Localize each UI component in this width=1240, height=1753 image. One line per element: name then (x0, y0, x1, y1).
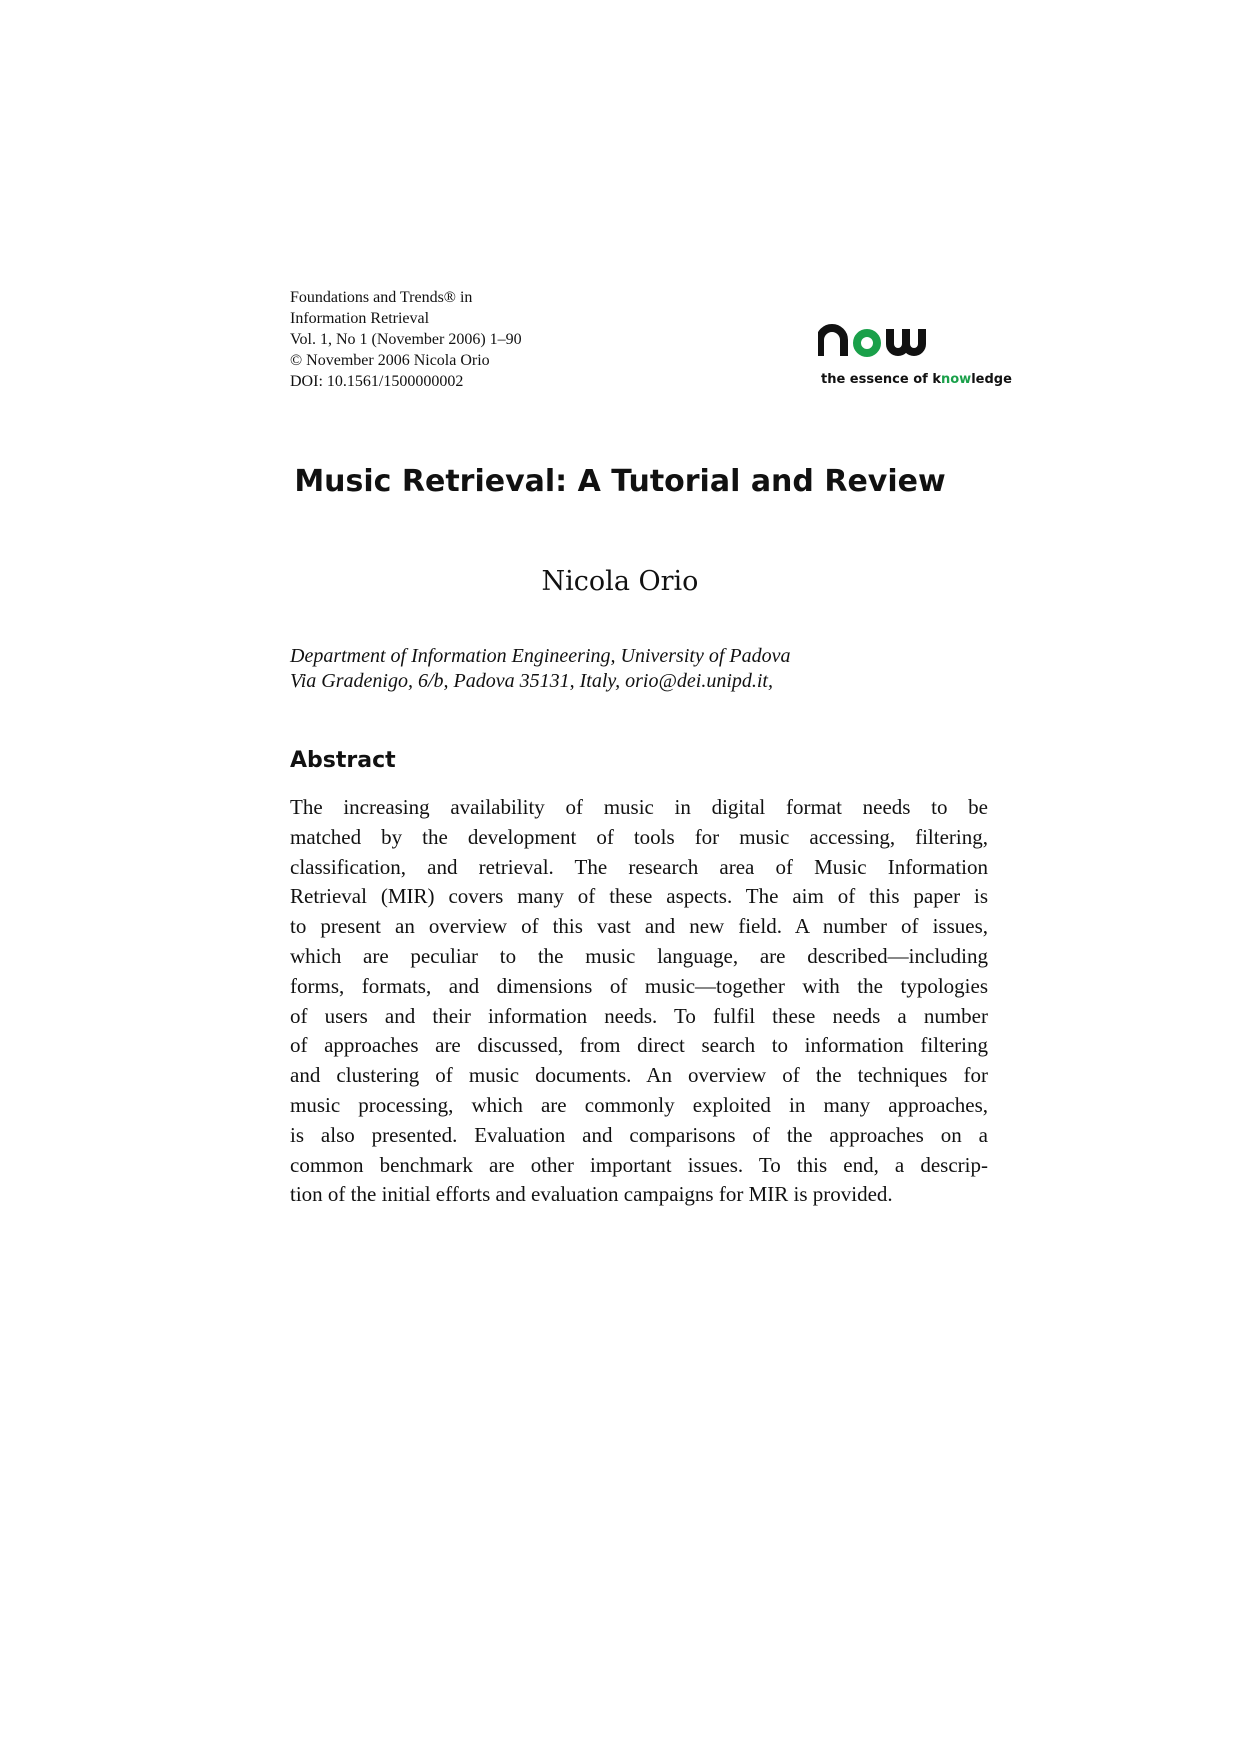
abstract-line: which are peculiar to the music language, are described—including (290, 943, 988, 968)
abstract-line: Retrieval (MIR) covers many of these aspects. The aim of this paper is (290, 884, 988, 909)
journal-volume: Vol. 1, No 1 (November 2006) 1–90 (290, 331, 522, 348)
abstract-line: of users and their information needs. To fulfil these needs a number (290, 1003, 988, 1028)
abstract-line: is also presented. Evaluation and comparisons of the approaches on a (290, 1122, 988, 1147)
affiliation-department: Department of Information Engineering, University of Padova (290, 645, 791, 667)
logo-tagline (821, 372, 1012, 387)
abstract-line: The increasing availability of music in digital format needs to be (290, 795, 988, 819)
journal-name: Information Retrieval (290, 310, 430, 327)
abstract-heading: Abstract (290, 748, 396, 773)
abstract-line: classification, and retrieval. The research area of Music Information (290, 854, 988, 879)
abstract-body (290, 793, 988, 1210)
abstract-line: common benchmark are other important issues. To this end, a descrip- (290, 1152, 988, 1177)
tagline-now-highlight: now (941, 372, 972, 387)
tagline-k: k (932, 372, 941, 387)
abstract-line: of approaches are discussed, from direct search to information filtering (290, 1033, 988, 1058)
abstract-line: tion of the initial efforts and evaluation campaigns for MIR is provided. (290, 1182, 893, 1207)
affiliation-address: Via Gradenigo, 6/b, Padova 35131, Italy, orio@dei.unipd.it, (290, 670, 773, 692)
journal-copyright: © November 2006 Nicola Orio (290, 352, 490, 369)
tagline-text: the essence of (821, 372, 933, 387)
abstract-line: and clustering of music documents. An overview of the techniques for (290, 1063, 988, 1088)
tagline-suffix: ledge (971, 372, 1012, 387)
journal-series: Foundations and Trends® in (290, 289, 473, 306)
now-wordmark-icon (818, 318, 988, 362)
abstract-line: matched by the development of tools for music accessing, filtering, (290, 824, 988, 849)
abstract-line: music processing, which are commonly exploited in many approaches, (290, 1092, 988, 1117)
author-affiliation (290, 644, 790, 694)
author-name: Nicola Orio (541, 566, 699, 597)
abstract-line: forms, formats, and dimensions of music—together with the typologies (290, 973, 988, 998)
abstract-line: to present an overview of this vast and new field. A number of issues, (290, 914, 988, 939)
paper-title: Music Retrieval: A Tutorial and Review (294, 464, 946, 499)
journal-doi: DOI: 10.1561/1500000002 (290, 373, 464, 390)
journal-info (290, 287, 522, 392)
